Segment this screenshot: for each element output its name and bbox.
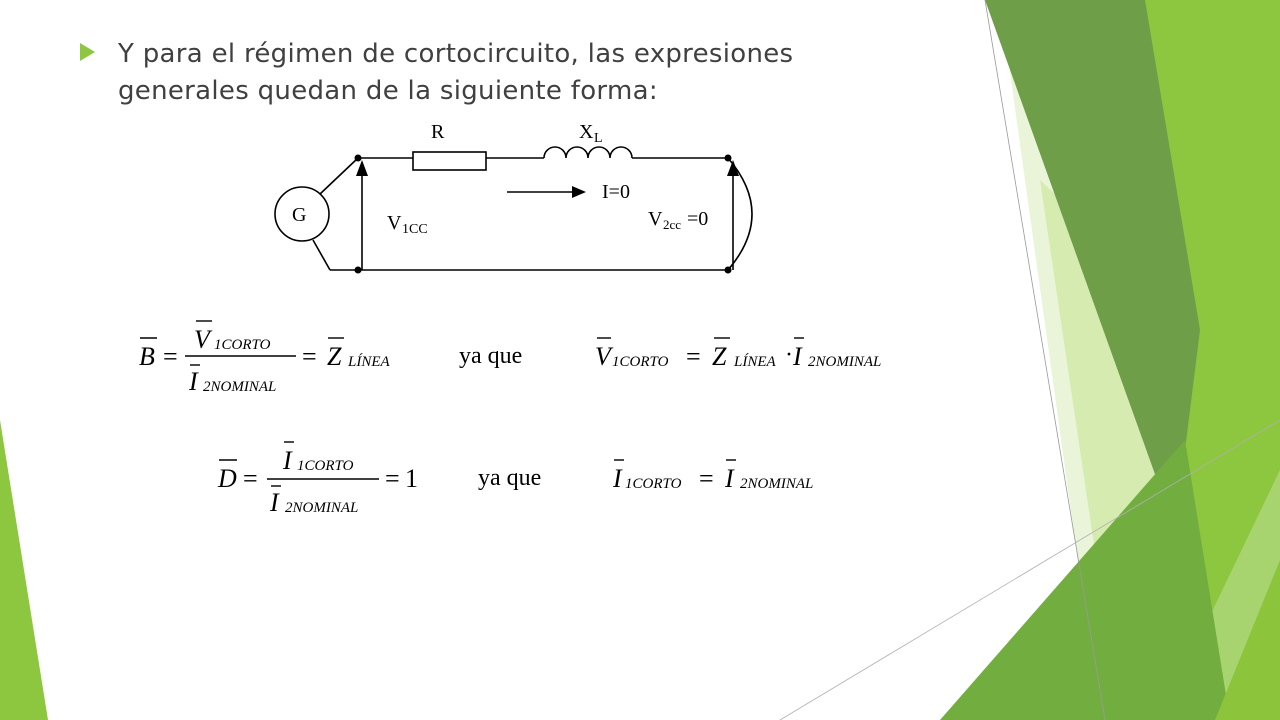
eq1-den-sub: 2NOMINAL [203,379,277,395]
eq2-den-main: I [270,488,279,517]
bullet-line-2: generales quedan de la siguiente forma: [118,76,658,106]
v2cc-label: V [648,208,663,230]
eq2-equals-2: = [385,464,400,493]
eq1-r-sub3: 2NOMINAL [808,354,882,370]
eq2-equals-1: = [243,464,258,493]
eq2-r-sub1: 1CORTO [625,476,682,492]
eq1-num-sub: 1CORTO [214,337,271,353]
equation-d [217,442,813,517]
eq1-equals-1: = [163,342,178,371]
eq1-den-main: I [189,367,198,396]
eq2-num-sub: 1CORTO [297,458,354,474]
inductor-label: X [579,121,594,143]
resistor-label: R [431,121,445,143]
v1cc-label-sub: 1CC [402,222,428,237]
eq1-connector: ya que [459,343,523,369]
eq2-den-sub: 2NOMINAL [285,500,359,516]
bullet-line-1: Y para el régimen de cortocircuito, las expresiones [118,39,794,69]
eq2-lhs: D [218,464,237,493]
eq1-equals-2: = [302,342,317,371]
eq1-rhs-sub: LÍNEA [348,354,390,370]
eq1-rhs-main: Z [327,342,342,371]
eq2-r-main2: I [725,464,734,493]
v2cc-label-value: =0 [687,208,709,230]
eq2-rhs-value: 1 [405,464,418,493]
eq1-r-main2: Z [712,342,727,371]
eq1-num-main: V [194,325,210,354]
eq2-r-equals: = [699,464,714,493]
eq2-r-main1: I [613,464,622,493]
eq1-r-sub2: LÍNEA [734,354,776,370]
eq1-r-dot: · [785,342,793,368]
v2cc-label-sub: 2cc [663,217,682,232]
eq1-r-main1: V [595,342,611,371]
generator-label: G [292,204,307,226]
eq1-r-main3: I [793,342,802,371]
v1cc-label: V [387,212,402,234]
eq2-num-main: I [283,446,292,475]
inductor-label-sub: L [594,131,603,146]
eq2-connector: ya que [478,465,542,491]
eq2-r-sub2: 2NOMINAL [740,476,814,492]
eq1-r-sub1: 1CORTO [612,354,669,370]
equation-b [139,321,881,396]
current-label: I=0 [602,181,630,203]
eq1-lhs: B [139,342,155,371]
eq1-r-equals: = [686,342,701,371]
